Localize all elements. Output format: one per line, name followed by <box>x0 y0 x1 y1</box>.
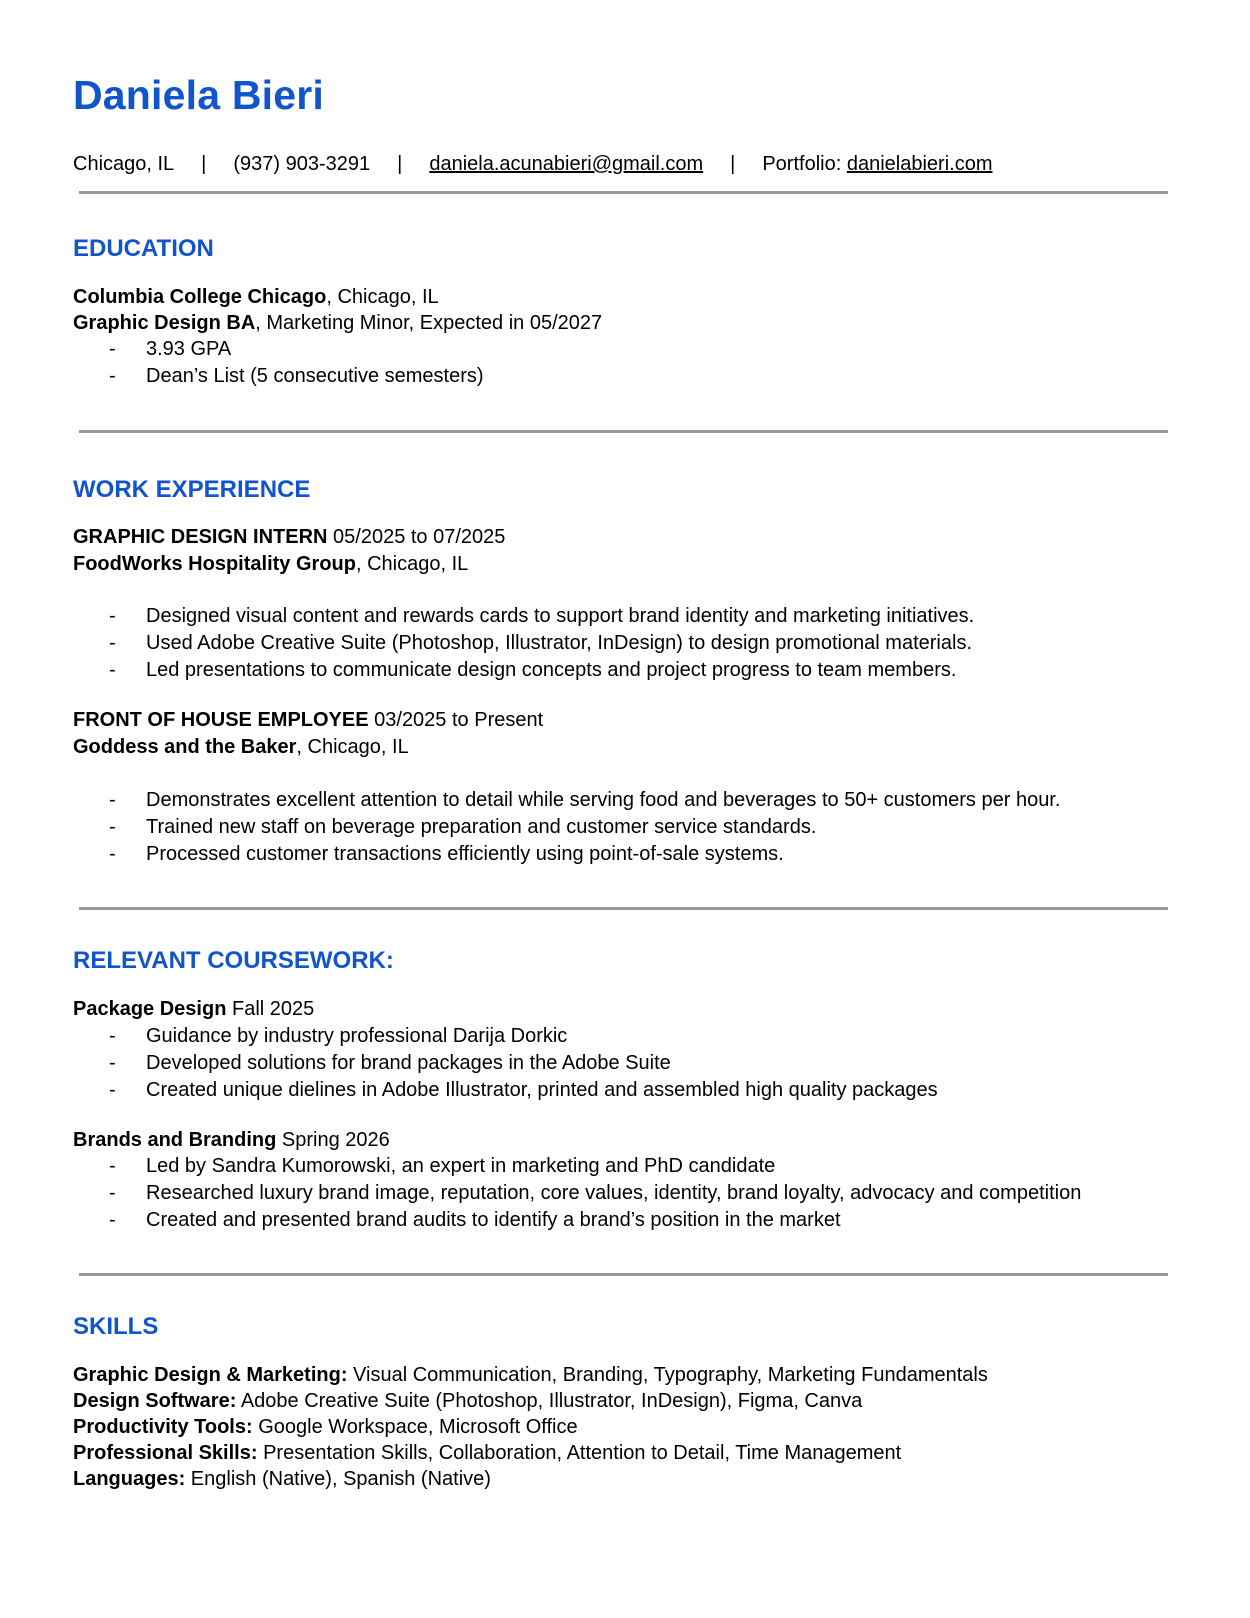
list-item <box>73 841 1060 868</box>
bullet-dash: - <box>109 789 116 811</box>
school-line <box>73 284 439 311</box>
skill-label: Professional Skills: <box>73 1442 258 1464</box>
school-name: Columbia College Chicago <box>73 286 327 308</box>
bullet-dash: - <box>109 659 116 681</box>
list-item <box>73 1180 1081 1207</box>
job-role: FRONT OF HOUSE EMPLOYEE <box>73 709 369 731</box>
skill-label: Languages: <box>73 1468 186 1490</box>
work-experience-title: WORK EXPERIENCE <box>73 476 311 503</box>
list-item <box>73 1207 1081 1234</box>
school-location: , Chicago, IL <box>326 286 439 308</box>
course-line <box>73 996 314 1023</box>
skill-row <box>73 1440 901 1467</box>
skill-label: Productivity Tools: <box>73 1416 253 1438</box>
course-name: Brands and Branding <box>73 1129 277 1151</box>
list-item <box>73 814 1060 841</box>
bullet-dash: - <box>109 1155 116 1177</box>
skill-label: Graphic Design & Marketing: <box>73 1364 348 1386</box>
list-item <box>73 1050 938 1077</box>
bullet-dash: - <box>109 843 116 865</box>
list-item <box>73 336 484 363</box>
bullet-text: Guidance by industry professional Darija Dorkic <box>146 1025 568 1047</box>
email-link[interactable]: daniela.acunabieri@gmail.com <box>429 153 704 175</box>
bullet-text: Demonstrates excellent attention to detail while serving food and beverages to 50+ customers per hour. <box>146 789 1061 811</box>
divider <box>79 907 1168 910</box>
list-item <box>73 1077 938 1104</box>
skill-row <box>73 1362 988 1389</box>
bullet-text: Led presentations to communicate design concepts and project progress to team members. <box>146 659 957 681</box>
bullet-dash: - <box>109 816 116 838</box>
bullet-text: Researched luxury brand image, reputation, core values, identity, brand loyalty, advocacy and competition <box>146 1182 1082 1204</box>
list-item <box>73 787 1060 814</box>
education-bullets <box>73 336 484 390</box>
skill-value: Visual Communication, Branding, Typography, Marketing Fundamentals <box>347 1364 988 1386</box>
degree-detail: , Marketing Minor, Expected in 05/2027 <box>255 312 603 334</box>
divider <box>79 191 1168 194</box>
course-term: Fall 2025 <box>226 998 315 1020</box>
separator: | <box>397 153 403 175</box>
bullet-text: Processed customer transactions efficiently using point-of-sale systems. <box>146 843 784 865</box>
bullet-text: Dean’s List (5 consecutive semesters) <box>146 365 484 387</box>
portfolio-label: Portfolio: <box>762 153 842 175</box>
bullet-text: Created and presented brand audits to identify a brand’s position in the market <box>146 1209 841 1231</box>
skill-value: Google Workspace, Microsoft Office <box>252 1416 578 1438</box>
list-item <box>73 630 974 657</box>
coursework-title: RELEVANT COURSEWORK: <box>73 947 394 974</box>
job-role: GRAPHIC DESIGN INTERN <box>73 526 328 548</box>
bullet-text: Trained new staff on beverage preparation and customer service standards. <box>146 816 817 838</box>
course-bullets <box>73 1023 938 1104</box>
bullet-text: Used Adobe Creative Suite (Photoshop, Illustrator, InDesign) to design promotional materials. <box>146 632 972 654</box>
list-item <box>73 603 974 630</box>
job-dates: 05/2025 to 07/2025 <box>327 526 506 548</box>
job-company-line <box>73 551 468 578</box>
bullet-dash: - <box>109 1025 116 1047</box>
bullet-text: Created unique dielines in Adobe Illustrator, printed and assembled high quality packages <box>146 1079 938 1101</box>
course-term: Spring 2026 <box>276 1129 390 1151</box>
course-name: Package Design <box>73 998 227 1020</box>
bullet-dash: - <box>109 1209 116 1231</box>
job-title-line <box>73 524 505 551</box>
bullet-dash: - <box>109 365 116 387</box>
separator: | <box>730 153 736 175</box>
bullet-text: Designed visual content and rewards cards to support brand identity and marketing initiatives. <box>146 605 975 627</box>
contact-line <box>73 153 992 176</box>
phone: (937) 903-3291 <box>233 153 371 175</box>
job-bullets <box>73 787 1060 868</box>
bullet-text: Led by Sandra Kumorowski, an expert in marketing and PhD candidate <box>146 1155 776 1177</box>
job-bullets <box>73 603 974 684</box>
skill-value: Presentation Skills, Collaboration, Attention to Detail, Time Management <box>257 1442 902 1464</box>
skill-row <box>73 1414 578 1441</box>
skills-title: SKILLS <box>73 1313 159 1340</box>
list-item <box>73 1153 1081 1180</box>
bullet-dash: - <box>109 1052 116 1074</box>
job-title-line <box>73 707 543 734</box>
skill-value: Adobe Creative Suite (Photoshop, Illustrator, InDesign), Figma, Canva <box>236 1390 863 1412</box>
location: Chicago, IL <box>73 153 175 175</box>
degree-name: Graphic Design BA <box>73 312 256 334</box>
job-company: FoodWorks Hospitality Group <box>73 553 356 575</box>
job-company: Goddess and the Baker <box>73 736 297 758</box>
job-dates: 03/2025 to Present <box>368 709 544 731</box>
education-title: EDUCATION <box>73 235 214 262</box>
portfolio-link[interactable]: danielabieri.com <box>846 153 993 175</box>
skill-row <box>73 1388 862 1415</box>
job-location: , Chicago, IL <box>355 553 469 575</box>
skill-label: Design Software: <box>73 1390 237 1412</box>
course-bullets <box>73 1153 1081 1234</box>
list-item <box>73 657 974 684</box>
bullet-dash: - <box>109 605 116 627</box>
bullet-dash: - <box>109 1182 116 1204</box>
bullet-text: 3.93 GPA <box>146 338 232 360</box>
skill-value: English (Native), Spanish (Native) <box>185 1468 491 1490</box>
list-item <box>73 363 484 390</box>
bullet-dash: - <box>109 338 116 360</box>
bullet-dash: - <box>109 1079 116 1101</box>
job-location: , Chicago, IL <box>296 736 409 758</box>
separator: | <box>201 153 207 175</box>
bullet-text: Developed solutions for brand packages in the Adobe Suite <box>146 1052 671 1074</box>
divider <box>79 1273 1168 1276</box>
degree-line <box>73 310 602 337</box>
candidate-name: Daniela Bieri <box>73 72 324 118</box>
divider <box>79 430 1168 433</box>
bullet-dash: - <box>109 632 116 654</box>
job-company-line <box>73 734 409 761</box>
course-line <box>73 1127 390 1154</box>
list-item <box>73 1023 938 1050</box>
skill-row <box>73 1466 491 1493</box>
